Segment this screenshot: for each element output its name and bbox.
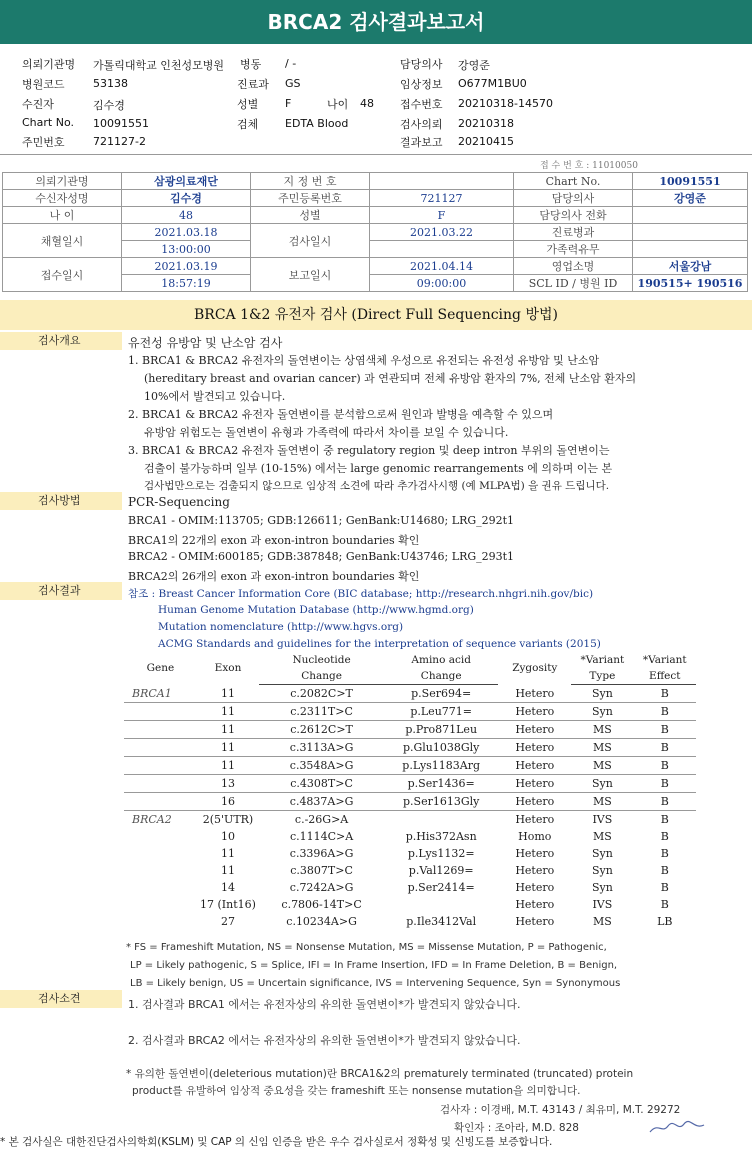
gene-cell: BRCA2 bbox=[132, 813, 172, 826]
cell-value: 48 bbox=[122, 207, 251, 224]
reference-line: Mutation nomenclature (http://www.hgvs.org) bbox=[158, 621, 404, 633]
amino-acid-cell: p.Leu771= bbox=[384, 703, 498, 721]
gene-cell: BRCA1 bbox=[124, 685, 197, 703]
nucleotide-cell: c.3807T>C bbox=[290, 864, 353, 877]
cell-value: 18:57:19 bbox=[122, 275, 251, 292]
receipt-no-value: 20210318-14570 bbox=[458, 97, 553, 110]
doctor-value: 강영준 bbox=[458, 59, 490, 72]
patient-row bbox=[3, 258, 748, 275]
legend-line: LB = Likely benign, US = Uncertain significance, IVS = Intervening Sequence, Syn = Synonymous bbox=[130, 978, 621, 989]
patient-row bbox=[3, 190, 748, 207]
request-value: 20210318 bbox=[458, 117, 514, 130]
exon-cell: 11 bbox=[197, 739, 259, 757]
variant-row bbox=[124, 828, 696, 845]
cell-value: 김수경 bbox=[122, 190, 251, 207]
gene-cell bbox=[124, 845, 197, 862]
conclusion-note: product를 유발하여 임상적 중요성을 갖는 frameshift 또는 nonsense mutation을 의미합니다. bbox=[132, 1085, 581, 1097]
cell-label: 채혈일시 bbox=[3, 224, 122, 258]
header-info bbox=[0, 52, 752, 150]
cell-label: 주민등록번호 bbox=[251, 190, 370, 207]
nucleotide-cell: c.2612C>T bbox=[259, 721, 384, 739]
specimen-label: 검체 bbox=[237, 118, 259, 131]
ward-label: 병동 bbox=[240, 58, 262, 71]
nucleotide-cell: c.3548A>G bbox=[259, 757, 384, 775]
amino-acid-cell bbox=[384, 896, 498, 913]
variant-type-cell: MS bbox=[592, 830, 612, 843]
patient-row bbox=[3, 173, 748, 190]
gene-cell bbox=[124, 793, 197, 811]
doctor-label: 담당의사 bbox=[400, 58, 443, 71]
exon-cell: 11 bbox=[197, 757, 259, 775]
overview-line: (hereditary breast and ovarian cancer) 과 연관되며 전체 유방암 환자의 7%, 전체 난소암 환자의 bbox=[144, 372, 637, 385]
overview-line: 2. BRCA1 & BRCA2 유전자 돌연변이를 분석함으로써 원인과 발병을 예측할 수 있으며 bbox=[128, 408, 554, 421]
cell-label: 검사일시 bbox=[251, 224, 370, 258]
amino-acid-cell: p.Ser1613Gly bbox=[384, 793, 498, 811]
zygosity-cell: Hetero bbox=[498, 685, 571, 703]
zygosity-cell: Hetero bbox=[498, 757, 571, 775]
conclusion-label: 검사소견 bbox=[0, 990, 122, 1008]
cell-label: 영업소명 bbox=[514, 258, 633, 275]
amino-acid-cell: p.His372Asn bbox=[405, 830, 477, 843]
variant-row bbox=[124, 739, 696, 757]
cell-label: 가족력유무 bbox=[514, 241, 633, 258]
zygosity-cell: Hetero bbox=[515, 898, 555, 911]
variant-table bbox=[124, 652, 696, 930]
variant-effect-cell: B bbox=[660, 881, 669, 894]
overview-heading: 유전성 유방암 및 난소암 검사 bbox=[128, 336, 283, 350]
specimen-value: EDTA Blood bbox=[285, 117, 349, 130]
method-line: BRCA2의 26개의 exon 과 exon-intron boundaries 확인 bbox=[128, 570, 420, 583]
result-label: 검사결과 bbox=[0, 582, 122, 600]
amino-acid-cell: p.Glu1038Gly bbox=[384, 739, 498, 757]
test-title: BRCA 1&2 유전자 검사 (Direct Full Sequencing 방법) bbox=[0, 300, 752, 330]
overview-line: 검사법만으로는 검출되지 않으므로 임상적 소견에 따라 추가검사시행 (예 MLPA법) 을 권유 드립니다. bbox=[144, 480, 610, 492]
method-line: BRCA1 - OMIM:113705; GDB:126611; GenBank:U14680; LRG_292t1 bbox=[128, 514, 515, 527]
amino-acid-cell: p.Ser2414= bbox=[407, 881, 475, 894]
amino-acid-cell: p.Val1269= bbox=[408, 864, 474, 877]
cell-label: 지 정 번 호 bbox=[251, 173, 370, 190]
age-label: 나이 bbox=[327, 98, 349, 111]
cell-label: 접수일시 bbox=[3, 258, 122, 292]
cell-label: 나 이 bbox=[3, 207, 122, 224]
amino-acid-cell: p.Ser694= bbox=[384, 685, 498, 703]
conclusion-line-1: 1. 검사결과 BRCA1 에서는 유전자상의 유의한 돌연변이*가 발견되지 않았습니다. bbox=[128, 998, 521, 1011]
hospital-code-value: 53138 bbox=[93, 77, 128, 90]
cell-value: F bbox=[370, 207, 514, 224]
cell-value: 10091551 bbox=[633, 173, 748, 190]
nucleotide-cell: c.2082C>T bbox=[259, 685, 384, 703]
report-label: 결과보고 bbox=[400, 136, 443, 149]
gene-cell bbox=[124, 828, 197, 845]
variant-row bbox=[124, 879, 696, 896]
zygosity-cell: Hetero bbox=[498, 739, 571, 757]
variant-effect-cell: B bbox=[634, 757, 696, 775]
cell-value bbox=[370, 173, 514, 190]
variant-effect-cell: B bbox=[634, 739, 696, 757]
cell-value: 721127 bbox=[370, 190, 514, 207]
clinical-info-label: 임상정보 bbox=[400, 78, 443, 91]
variant-effect-cell: B bbox=[660, 830, 669, 843]
col-nucleotide-2: Change bbox=[259, 668, 384, 685]
amino-acid-cell: p.Lys1183Arg bbox=[384, 757, 498, 775]
variant-type-cell: IVS bbox=[592, 813, 613, 826]
method-line: PCR-Sequencing bbox=[128, 495, 230, 509]
exon-cell: 13 bbox=[197, 775, 259, 793]
cell-label: 의뢰기관명 bbox=[3, 173, 122, 190]
nucleotide-cell: c.3396A>G bbox=[289, 847, 354, 860]
col-variant-type: *Variant bbox=[580, 654, 625, 666]
zygosity-cell: Hetero bbox=[498, 793, 571, 811]
patient-row bbox=[3, 207, 748, 224]
cell-label: 수신자성명 bbox=[3, 190, 122, 207]
cell-label: 보고일시 bbox=[251, 258, 370, 292]
nucleotide-cell: c.7242A>G bbox=[289, 881, 354, 894]
cell-value: 2021.03.22 bbox=[370, 224, 514, 241]
variant-effect-cell: B bbox=[634, 685, 696, 703]
cell-value: 2021.04.14 bbox=[370, 258, 514, 275]
zygosity-cell: Hetero bbox=[515, 915, 555, 928]
receipt-no-label: 접수번호 bbox=[400, 98, 443, 111]
exon-cell: 11 bbox=[220, 864, 235, 877]
patient-row bbox=[3, 224, 748, 241]
brca1-variants bbox=[124, 685, 696, 811]
overview-line: 검출이 불가능하며 일부 (10-15%) 에서는 large genomic rearrangements 에 의하며 이는 본 bbox=[144, 462, 613, 475]
page-divider bbox=[0, 154, 752, 155]
exon-cell: 11 bbox=[197, 721, 259, 739]
gene-cell bbox=[124, 721, 197, 739]
variant-type-cell: MS bbox=[571, 793, 633, 811]
col-nucleotide: Nucleotide bbox=[292, 654, 351, 666]
method-label: 검사방법 bbox=[0, 492, 122, 510]
exon-cell: 11 bbox=[197, 703, 259, 721]
id-label: 주민번호 bbox=[22, 136, 65, 149]
variant-type-cell: MS bbox=[571, 757, 633, 775]
dept-label: 진료과 bbox=[237, 78, 269, 91]
brca2-variants bbox=[124, 811, 696, 931]
cell-label: 성별 bbox=[251, 207, 370, 224]
nucleotide-cell: c.3113A>G bbox=[259, 739, 384, 757]
variant-type-cell: IVS bbox=[592, 898, 613, 911]
cell-label: 담당의사 전화 bbox=[514, 207, 633, 224]
variant-type-cell: Syn bbox=[571, 703, 633, 721]
col-exon: Exon bbox=[214, 662, 242, 675]
exon-cell: 16 bbox=[197, 793, 259, 811]
col-variant-type-2: Type bbox=[571, 668, 633, 685]
col-variant-effect-2: Effect bbox=[634, 668, 696, 685]
variant-effect-cell: B bbox=[634, 793, 696, 811]
reference-line: ACMG Standards and guidelines for the interpretation of sequence variants (2015) bbox=[158, 638, 601, 650]
cell-value: 13:00:00 bbox=[122, 241, 251, 258]
zygosity-cell: Homo bbox=[518, 830, 552, 843]
overview-line: 유방암 위험도는 돌연변이 유형과 가족력에 따라서 차이를 보일 수 있습니다. bbox=[144, 426, 509, 439]
variant-effect-cell: B bbox=[660, 847, 669, 860]
variant-row bbox=[124, 775, 696, 793]
nucleotide-cell: c.7806-14T>C bbox=[281, 898, 362, 911]
zygosity-cell: Hetero bbox=[515, 881, 555, 894]
variant-effect-cell: B bbox=[634, 775, 696, 793]
cell-value: 2021.03.19 bbox=[122, 258, 251, 275]
variant-type-cell: Syn bbox=[591, 864, 613, 877]
amino-acid-cell bbox=[384, 811, 498, 829]
cell-value bbox=[633, 207, 748, 224]
variant-row bbox=[124, 721, 696, 739]
cell-label: SCL ID / 병원 ID bbox=[514, 275, 633, 292]
cell-label: Chart No. bbox=[514, 173, 633, 190]
conclusion-note: * 유의한 돌연변이(deleterious mutation)란 BRCA1&2의 prematurely terminated (truncated) protein bbox=[126, 1068, 634, 1080]
variant-row bbox=[124, 757, 696, 775]
conclusion-line-2: 2. 검사결과 BRCA2 에서는 유전자상의 유의한 돌연변이*가 발견되지 않았습니다. bbox=[128, 1034, 521, 1047]
variant-row bbox=[124, 685, 696, 703]
col-gene: Gene bbox=[146, 662, 175, 675]
name-label: 수진자 bbox=[22, 98, 54, 111]
exon-cell: 14 bbox=[220, 881, 235, 894]
variant-row bbox=[124, 913, 696, 930]
nucleotide-cell: c.4837A>G bbox=[259, 793, 384, 811]
variant-type-cell: Syn bbox=[591, 881, 613, 894]
report-value: 20210415 bbox=[458, 135, 514, 148]
variant-effect-cell: LB bbox=[657, 915, 673, 928]
variant-type-cell: Syn bbox=[571, 775, 633, 793]
amino-acid-cell: p.Ile3412Val bbox=[406, 915, 477, 928]
col-amino-acid: Amino acid bbox=[411, 654, 471, 666]
col-zygosity: Zygosity bbox=[512, 662, 558, 675]
exon-cell: 2(5'UTR) bbox=[202, 813, 254, 826]
amino-acid-cell: p.Pro871Leu bbox=[384, 721, 498, 739]
overview-label: 검사개요 bbox=[0, 332, 122, 350]
method-line: BRCA1의 22개의 exon 과 exon-intron boundaries 확인 bbox=[128, 534, 420, 547]
nucleotide-cell: c.4308T>C bbox=[259, 775, 384, 793]
variant-row bbox=[124, 862, 696, 879]
legend-line: LP = Likely pathogenic, S = Splice, IFI = In Frame Insertion, IFD = In Frame Deletion, B = Benign, bbox=[130, 960, 618, 971]
amino-acid-cell: p.Ser1436= bbox=[384, 775, 498, 793]
overview-line: 10%에서 발견되고 있습니다. bbox=[144, 390, 286, 403]
cell-value: 서울강남 bbox=[633, 258, 748, 275]
amino-acid-cell: p.Lys1132= bbox=[407, 847, 475, 860]
gene-cell bbox=[124, 913, 197, 930]
zygosity-cell: Hetero bbox=[515, 813, 555, 826]
nucleotide-cell: c.10234A>G bbox=[286, 915, 357, 928]
exon-cell: 11 bbox=[220, 847, 235, 860]
patient-table bbox=[2, 172, 748, 292]
exon-cell: 27 bbox=[220, 915, 235, 928]
overview-line: 1. BRCA1 & BRCA2 유전자의 돌연변이는 상염색체 우성으로 유전되는 유전성 유방암 및 난소암 bbox=[128, 354, 600, 367]
variant-effect-cell: B bbox=[660, 898, 669, 911]
zygosity-cell: Hetero bbox=[515, 847, 555, 860]
cell-value: 190515+ 190516 bbox=[633, 275, 748, 292]
clinical-info-value: O677M1BU0 bbox=[458, 77, 527, 90]
sex-label: 성별 bbox=[237, 98, 259, 111]
method-line: BRCA2 - OMIM:600185; GDB:387848; GenBank:U43746; LRG_293t1 bbox=[128, 550, 515, 563]
reference-line: Human Genome Mutation Database (http://www.hgmd.org) bbox=[158, 604, 474, 616]
accreditation-note: * 본 검사실은 대한진단검사의학회(KSLM) 및 CAP 의 신임 인증을 받은 우수 검사실로서 정확성 및 신빙도를 보증합니다. bbox=[0, 1136, 553, 1148]
variant-type-cell: MS bbox=[571, 739, 633, 757]
exon-cell: 10 bbox=[220, 830, 235, 843]
dept-value: GS bbox=[285, 77, 301, 90]
examiner: 검사자 : 이경배, M.T. 43143 / 최유미, M.T. 29272 bbox=[440, 1104, 681, 1116]
zygosity-cell: Hetero bbox=[498, 775, 571, 793]
nucleotide-cell: c.-26G>A bbox=[294, 813, 349, 826]
gene-cell bbox=[124, 879, 197, 896]
name-value: 김수경 bbox=[93, 99, 125, 112]
nucleotide-cell: c.1114C>A bbox=[289, 830, 354, 843]
chart-label: Chart No. bbox=[22, 116, 74, 129]
chart-value: 10091551 bbox=[93, 117, 149, 130]
variant-row bbox=[124, 793, 696, 811]
cell-value: 2021.03.18 bbox=[122, 224, 251, 241]
cell-value bbox=[633, 224, 748, 241]
hospital-code-label: 병원코드 bbox=[22, 78, 65, 91]
variant-row bbox=[124, 896, 696, 913]
cell-value: 삼광의료재단 bbox=[122, 173, 251, 190]
report-title: BRCA2 검사결과보고서 bbox=[0, 0, 752, 44]
zygosity-cell: Hetero bbox=[515, 864, 555, 877]
signature-icon bbox=[648, 1120, 708, 1139]
variant-row bbox=[124, 703, 696, 721]
request-label: 검사의뢰 bbox=[400, 118, 443, 131]
cell-label: 진료병과 bbox=[514, 224, 633, 241]
nucleotide-cell: c.2311T>C bbox=[259, 703, 384, 721]
reference-line: 참조 : Breast Cancer Information Core (BIC database; http://research.nhgri.nih.gov/bic) bbox=[128, 588, 594, 600]
id-value: 721127-2 bbox=[93, 135, 146, 148]
institution-value: 가톨릭대학교 인천성모병원 bbox=[93, 59, 225, 72]
exon-cell: 11 bbox=[197, 685, 259, 703]
gene-cell bbox=[124, 757, 197, 775]
exon-cell: 17 (Int16) bbox=[200, 898, 256, 911]
variant-row bbox=[124, 845, 696, 862]
zygosity-cell: Hetero bbox=[498, 703, 571, 721]
gene-cell bbox=[124, 775, 197, 793]
cell-value: 강영준 bbox=[633, 190, 748, 207]
cell-label: 담당의사 bbox=[514, 190, 633, 207]
sex-value: F bbox=[285, 97, 292, 110]
gene-cell bbox=[124, 862, 197, 879]
variant-effect-cell: B bbox=[660, 813, 669, 826]
gene-cell bbox=[124, 896, 197, 913]
cell-value bbox=[370, 241, 514, 258]
zygosity-cell: Hetero bbox=[498, 721, 571, 739]
variant-effect-cell: B bbox=[634, 703, 696, 721]
variant-effect-cell: B bbox=[660, 864, 669, 877]
overview-line: 3. BRCA1 & BRCA2 유전자 돌연변이 중 regulatory region 및 deep intron 부위의 돌연변이는 bbox=[128, 444, 610, 457]
legend-line: * FS = Frameshift Mutation, NS = Nonsense Mutation, MS = Missense Mutation, P = Pathogenic, bbox=[126, 942, 607, 953]
variant-type-cell: Syn bbox=[591, 847, 613, 860]
cell-value bbox=[633, 241, 748, 258]
gene-cell bbox=[124, 739, 197, 757]
variant-effect-cell: B bbox=[634, 721, 696, 739]
col-amino-acid-2: Change bbox=[384, 668, 498, 685]
age-value: 48 bbox=[360, 97, 374, 110]
institution-label: 의뢰기관명 bbox=[22, 58, 76, 71]
variant-row bbox=[124, 811, 696, 829]
gene-cell bbox=[124, 703, 197, 721]
cell-value: 09:00:00 bbox=[370, 275, 514, 292]
ward-value: / - bbox=[285, 57, 297, 70]
receipt-stub: 접 수 번 호 : 11010050 bbox=[540, 161, 638, 171]
variant-type-cell: MS bbox=[592, 915, 612, 928]
variant-type-cell: Syn bbox=[571, 685, 633, 703]
col-variant-effect: *Variant bbox=[642, 654, 687, 666]
confirmer: 확인자 : 조아라, M.D. 828 bbox=[454, 1122, 579, 1134]
variant-type-cell: MS bbox=[571, 721, 633, 739]
